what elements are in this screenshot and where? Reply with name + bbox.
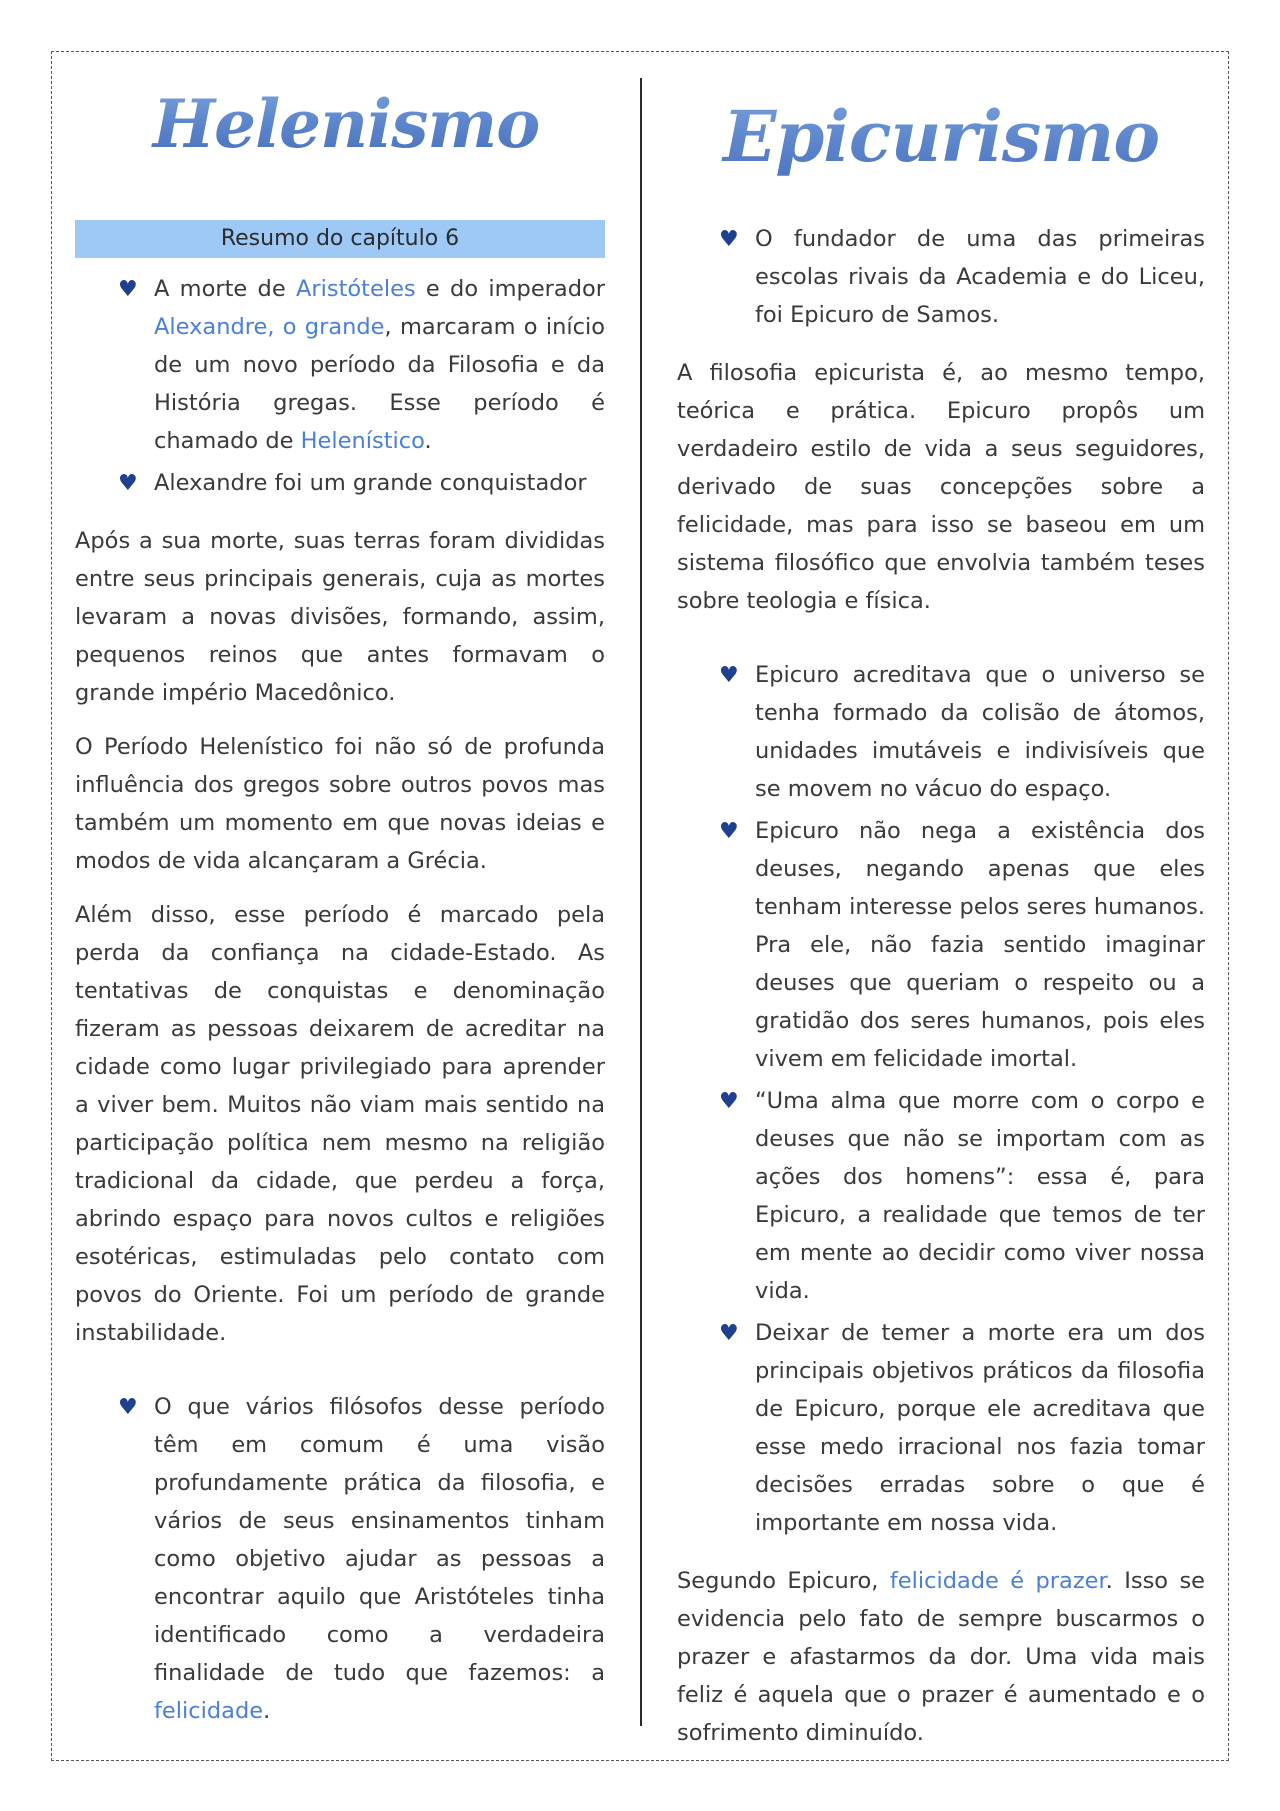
highlighted-term: Aristóteles (295, 276, 416, 302)
text-run: Segundo Epicuro, (677, 1568, 890, 1594)
bullet-item (719, 1314, 1205, 1542)
heart-bullet-icon: ♥ (719, 663, 739, 688)
heart-bullet-icon: ♥ (118, 471, 138, 496)
text-run: Epicuro acreditava que o universo se tenha formado da colisão de átomos, unidades imutáveis e indivisíveis que se movem no vácuo do espaço. (755, 662, 1205, 802)
right-bullets-top (677, 220, 1205, 334)
right-title: Epicurismo (677, 60, 1205, 220)
heart-bullet-icon: ♥ (719, 1321, 739, 1346)
left-paragraphs (75, 522, 605, 1352)
paragraph: Após a sua morte, suas terras foram divididas entre seus principais generais, cuja as mortes levaram a novas divisões, formando, assim, pequenos reinos que antes formavam o grande império Macedônico. (75, 528, 605, 706)
text-run: . (424, 428, 432, 454)
heart-bullet-icon: ♥ (719, 819, 739, 844)
text-run: e do imperador (415, 276, 605, 302)
right-paragraph-1: A filosofia epicurista é, ao mesmo tempo, teórica e prática. Epicuro propôs um verdadeiro estilo de vida a seus seguidores, derivado de suas concepções sobre a felicidade, mas para isso se baseou em um sistema filosófico que envolvia também teses sobre teologia e física. (677, 360, 1205, 614)
left-title: Helenismo (87, 60, 605, 184)
text-run: Alexandre foi um grande conquistador (154, 470, 587, 496)
text-run: . Isso se evidencia pelo fato de sempre buscarmos o prazer e afastarmos da dor. Uma vida mais feliz é aquela que o prazer é aumentado e o sofrimento diminuído. (677, 1568, 1206, 1746)
bullet-item (719, 656, 1205, 808)
text-run: , marcaram o início de um novo período da Filosofia e da História gregas. Esse período é chamado de (154, 314, 605, 454)
right-paragraph-2 (677, 1562, 1205, 1752)
bullet-item (719, 220, 1205, 334)
paragraph: Além disso, esse período é marcado pela perda da confiança na cidade-Estado. As tentativas de conquistas e denominação fizeram as pessoas deixarem de acreditar na cidade como lugar privilegiado para aprender a viver bem. Muitos não viam mais sentido na participação política nem mesmo na religião tradicional da cidade, que perdeu a força, abrindo espaço para novos cultos e religiões esotéricas, estimuladas pelo contato com povos do Oriente. Foi um período de grande instabilidade. (75, 902, 605, 1346)
right-column (677, 60, 1205, 1768)
bullet-item (719, 812, 1205, 1078)
heart-bullet-icon: ♥ (118, 1395, 138, 1420)
bullet-item (118, 464, 605, 502)
left-column (75, 60, 605, 1734)
bullet-item (118, 1388, 605, 1730)
text-run: Epicuro não nega a existência dos deuses, negando apenas que eles tenham interesse pelos seres humanos. Pra ele, não fazia sentido imaginar deuses que queriam o respeito ou a gratidão dos seres humanos, pois eles vivem em felicidade imortal. (755, 818, 1205, 1072)
highlighted-term: Helenístico (300, 428, 425, 454)
bullet-item (118, 270, 605, 460)
text-run: A morte de (154, 276, 296, 302)
text-run: Deixar de temer a morte era um dos principais objetivos práticos da filosofia de Epicuro, porque ele acreditava que esse medo irracional nos fazia tomar decisões erradas sobre o que é importante em nossa vida. (755, 1320, 1205, 1536)
text-run: . (263, 1698, 271, 1724)
left-bullets-top (75, 270, 605, 502)
highlighted-term: felicidade (154, 1698, 264, 1724)
text-run: O fundador de uma das primeiras escolas rivais da Academia e do Liceu, foi Epicuro de Samos. (755, 226, 1205, 328)
bullet-item (719, 1082, 1205, 1310)
heart-bullet-icon: ♥ (719, 1089, 739, 1114)
highlighted-term: Alexandre, o grande (154, 314, 385, 340)
heart-bullet-icon: ♥ (118, 277, 138, 302)
left-bullets-bottom (75, 1388, 605, 1730)
column-divider (640, 78, 642, 1726)
chapter-banner: Resumo do capítulo 6 (75, 220, 605, 258)
highlighted-term: felicidade é prazer (889, 1568, 1106, 1594)
heart-bullet-icon: ♥ (719, 227, 739, 252)
paragraph: O Período Helenístico foi não só de profunda influência dos gregos sobre outros povos mas também um momento em que novas ideias e modos de vida alcançaram a Grécia. (75, 734, 605, 874)
right-bullets-mid (677, 656, 1205, 1542)
text-run: O que vários filósofos desse período têm em comum é uma visão profundamente prática da filosofia, e vários de seus ensinamentos tinham como objetivo ajudar as pessoas a encontrar aquilo que Aristóteles tinha identificado como a verdadeira finalidade de tudo que fazemos: a (154, 1394, 605, 1686)
text-run: “Uma alma que morre com o corpo e deuses que não se importam com as ações dos homens”: essa é, para Epicuro, a realidade que temos de ter em mente ao decidir como viver nossa vida. (755, 1088, 1205, 1304)
